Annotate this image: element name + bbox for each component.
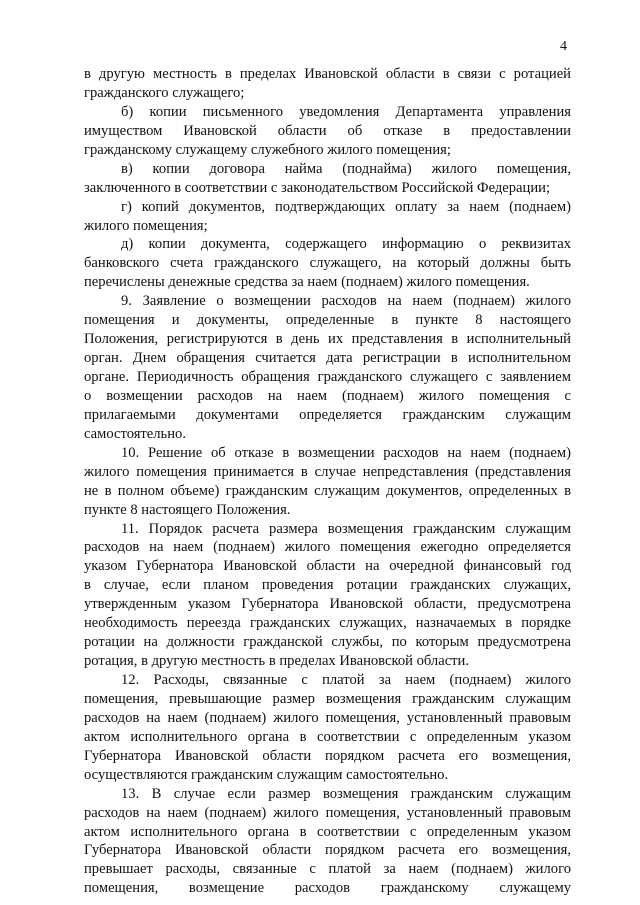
- text-line: актом исполнительного органа в соответствии с определенным указом: [84, 823, 571, 840]
- text-line: осуществляются гражданским служащим самостоятельно.: [84, 766, 449, 783]
- text-line: 10. Решение об отказе в возмещении расходов на наем (поднаем): [121, 444, 571, 461]
- text-line: ротации на должности гражданской службы, по которым предусмотрена: [84, 634, 571, 651]
- text-line: указом Губернатора Ивановской области на очередной финансовый год: [84, 558, 571, 575]
- text-line: помещения и документы, определенные в пункте 8 настоящего: [84, 312, 571, 329]
- text-line: превышает расходы, связанные с платой за наем (поднаем) жилого: [84, 861, 571, 878]
- text-line: расходов на наем (поднаем) жилого помещения, установленный правовым: [84, 709, 571, 726]
- text-line: в другую местность в пределах Ивановской области в связи с ротацией: [84, 66, 571, 82]
- text-line: заключенного в соответствии с законодательством Российской Федерации;: [84, 179, 551, 196]
- text-line: помещения, превышающие размер возмещения гражданским служащим: [84, 690, 571, 707]
- text-line: имуществом Ивановской области об отказе в предоставлении: [84, 122, 571, 139]
- text-line: самостоятельно.: [84, 425, 186, 442]
- page-number: 4: [560, 39, 567, 54]
- text-line: утвержденным указом Губернатора Ивановской области, предусмотрена: [84, 596, 571, 613]
- text-line: г) копий документов, подтверждающих оплату за наем (поднаем): [121, 198, 571, 215]
- text-line: органе. Периодичность обращения гражданского служащего с заявлением: [84, 369, 571, 385]
- text-line: 12. Расходы, связанные с платой за наем (поднаем) жилого: [121, 672, 571, 688]
- text-line: б) копии письменного уведомления Департамента управления: [121, 103, 571, 120]
- text-line: о возмещении расходов на наем (поднаем) жилого помещения с: [84, 387, 571, 404]
- text-line: перечислены денежные средства за наем (поднаем) жилого помещения.: [84, 274, 530, 291]
- text-line: жилого помещения;: [84, 217, 208, 234]
- text-line: банковского счета гражданского служащего, на который должны быть: [84, 255, 571, 272]
- text-line: д) копии документа, содержащего информацию о реквизитах: [121, 236, 571, 253]
- text-line: 13. В случае если размер возмещения гражданским служащим: [121, 785, 571, 802]
- text-line: 11. Порядок расчета размера возмещения гражданским служащим: [121, 520, 571, 537]
- text-line: жилого помещения принимается в случае непредставления (представления: [84, 463, 571, 480]
- text-line: гражданского служащего;: [84, 84, 245, 101]
- text-line: Губернатора Ивановской области порядком расчета его возмещения,: [84, 747, 571, 764]
- text-line: необходимость переезда гражданских служащих, назначаемых в порядке: [84, 615, 571, 632]
- text-line: Положения, регистрируются в день их представления в исполнительный: [84, 331, 571, 348]
- text-line: расходов на наем (поднаем) жилого помещения, установленный правовым: [84, 804, 571, 821]
- text-line: прилагаемыми документами определяется гражданским служащим: [84, 406, 571, 423]
- text-line: Губернатора Ивановской области порядком расчета его возмещения,: [84, 842, 571, 859]
- text-line: помещения, возмещение расходов гражданскому служащему: [84, 880, 571, 897]
- text-line: в случае, если планом проведения ротации гражданских служащих,: [84, 577, 571, 594]
- text-line: гражданскому служащему служебного жилого помещения;: [84, 141, 451, 158]
- text-line: в) копии договора найма (поднайма) жилого помещения,: [121, 160, 571, 177]
- text-line: не в полном объеме) гражданским служащим документов, определенных в: [84, 482, 571, 499]
- text-line: пункте 8 настоящего Положения.: [84, 501, 291, 518]
- text-line: актом исполнительного органа в соответствии с определенным указом: [84, 728, 571, 745]
- text-line: 9. Заявление о возмещении расходов на наем (поднаем) жилого: [121, 293, 571, 310]
- text-line: ротация, в другую местность в пределах Ивановской области.: [84, 653, 470, 670]
- document-body: [84, 65, 571, 898]
- text-line: расходов на наем (поднаем) жилого помещения ежегодно определяется: [84, 539, 571, 556]
- text-line: орган. Днем обращения считается дата регистрации в исполнительном: [84, 350, 571, 367]
